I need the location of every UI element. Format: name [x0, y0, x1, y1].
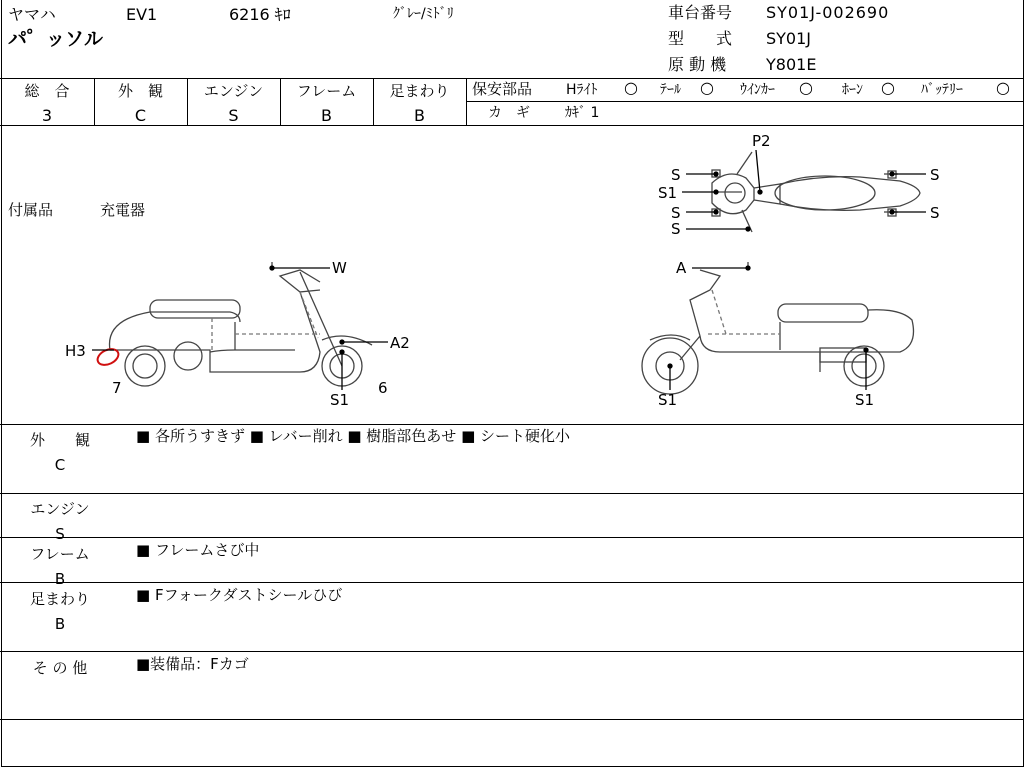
mark-7: 7	[112, 379, 122, 397]
mark-s1: S1	[855, 391, 875, 409]
type-value: SY01J	[766, 29, 812, 48]
remark-row-frame	[22, 543, 98, 588]
mark-p2: P2	[752, 132, 771, 150]
safety-item-mark: ○	[624, 78, 638, 97]
safety-item-label: ｳｲﾝｶｰ	[740, 82, 775, 98]
safety-item-mark: ○	[881, 78, 895, 97]
scooter-diagram	[0, 126, 1024, 424]
engine-value: Y801E	[766, 55, 817, 74]
safety-item-mark: ○	[996, 78, 1010, 97]
grade-cell-engine	[187, 80, 280, 125]
remark-label: 足まわり	[29, 590, 90, 608]
remark-text: ■ フレームさび中	[136, 541, 260, 559]
grade-value: C	[134, 106, 147, 125]
mark-s1: S1	[658, 391, 678, 409]
remark-label: フレーム	[30, 545, 90, 563]
mileage: 6216 ｷﾛ	[229, 5, 291, 24]
grade-value: B	[414, 106, 425, 125]
grade-cell-suspension	[373, 80, 466, 125]
mark-a2: A2	[390, 334, 410, 352]
right-side-scooter	[642, 262, 914, 394]
grade-label: 外 観	[117, 82, 163, 100]
mark-a: A	[676, 259, 687, 277]
mark-h3: H3	[65, 342, 86, 360]
safety-item-label: ﾃｰﾙ	[660, 82, 681, 98]
accessories-value: 充電器	[100, 201, 146, 219]
grade-cell-overall	[0, 80, 94, 125]
remark-row-suspension	[22, 588, 98, 633]
grade-cell-exterior	[94, 80, 187, 125]
mark-s: S	[671, 204, 681, 222]
remark-label: そ の 他	[32, 659, 88, 677]
remark-text: ■装備品：Fカゴ	[136, 655, 249, 673]
safety-item-label: Hﾗｲﾄ	[566, 82, 598, 98]
color: ｸﾞﾚｰ/ﾐﾄﾞﾘ	[393, 6, 454, 22]
type-label: 型 式	[668, 29, 733, 48]
remark-text: ■ 各所うすきず ■ レバー削れ ■ 樹脂部色あせ ■ シート硬化小	[136, 427, 571, 445]
left-side-scooter	[110, 262, 373, 386]
remark-row-exterior	[22, 429, 98, 474]
remark-row-engine	[22, 498, 98, 543]
grade-label: 総 合	[24, 82, 70, 100]
mark-s1: S1	[658, 184, 678, 202]
accessories-label: 付属品	[8, 201, 54, 219]
grade-value: B	[321, 106, 332, 125]
grade-value: S	[228, 106, 239, 125]
model-name: パ゜ッソル	[8, 28, 104, 50]
mark-s1: S1	[330, 391, 350, 409]
remark-grade: B	[54, 615, 66, 633]
remark-grade: C	[54, 456, 66, 474]
remark-grade: S	[55, 525, 65, 543]
top-view-scooter	[712, 152, 920, 232]
mark-w: W	[332, 259, 347, 277]
engine-label: 原 動 機	[668, 55, 727, 74]
mark-s: S	[671, 220, 681, 238]
frame-no: SY01J-002690	[766, 3, 890, 22]
remark-label: エンジン	[30, 500, 90, 518]
safety-item-label: ﾎｰﾝ	[842, 82, 863, 98]
model-code: EV1	[126, 5, 158, 24]
safety-item-mark: ○	[799, 78, 813, 97]
mark-s: S	[930, 166, 940, 184]
remark-grade: B	[54, 570, 66, 588]
remark-label: 外 観	[29, 431, 90, 449]
grade-label: エンジン	[203, 82, 264, 100]
grade-cell-frame	[280, 80, 373, 125]
key-label: カ ギ	[488, 105, 530, 121]
remark-text: ■ Fフォークダストシールひび	[136, 586, 343, 604]
remark-row-other	[22, 657, 98, 684]
key-value: ｶｷﾞ 1	[565, 105, 600, 121]
grade-label: フレーム	[296, 82, 357, 100]
grade-value: 3	[41, 106, 53, 125]
mark-s: S	[671, 166, 681, 184]
safety-item-label: ﾊﾞｯﾃﾘｰ	[921, 82, 963, 98]
frame-no-label: 車台番号	[668, 3, 733, 22]
mark-s: S	[930, 204, 940, 222]
maker: ヤマハ	[8, 5, 56, 24]
grade-label: 足まわり	[389, 82, 450, 100]
mark-6: 6	[378, 379, 388, 397]
safety-item-mark: ○	[700, 78, 714, 97]
safety-label: 保安部品	[472, 80, 533, 98]
damage-marker-icon	[95, 346, 121, 368]
